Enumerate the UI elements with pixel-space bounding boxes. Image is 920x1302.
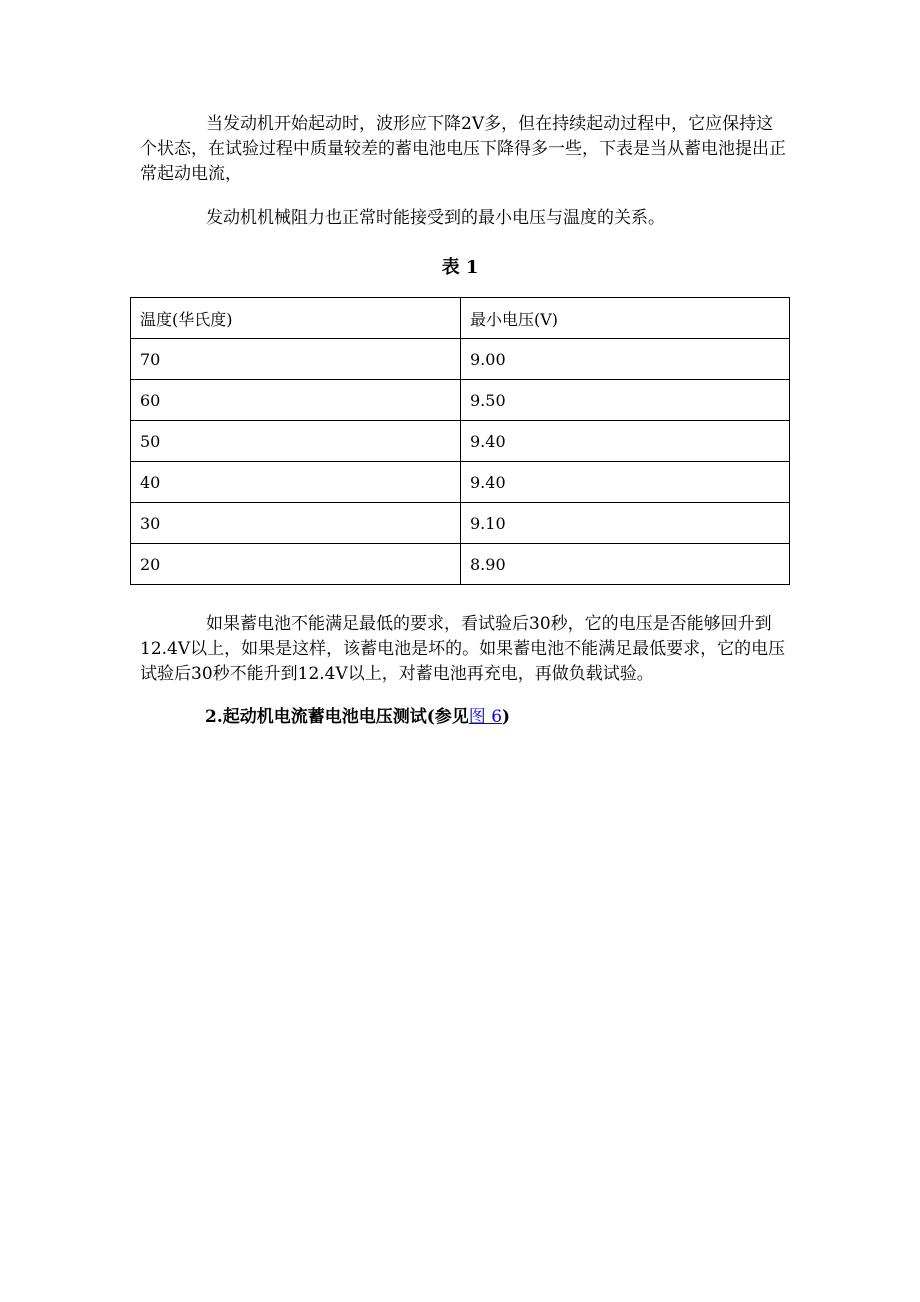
table-row	[131, 544, 790, 585]
temperature-cell: 60	[131, 380, 461, 421]
voltage-cell: 8.90	[461, 544, 790, 585]
table-row	[131, 380, 790, 421]
header-min-voltage: 最小电压(V)	[461, 298, 790, 339]
figure-6-link[interactable]: 图 6	[468, 707, 503, 727]
intro-paragraph: 当发动机开始起动时，波形应下降2V多，但在持续起动过程中，它应保持这个状态，在试验过程中质量较差的蓄电池电压下降得多一些，下表是当从蓄电池提出正常起动电流，	[140, 114, 786, 184]
temperature-cell: 20	[131, 544, 461, 585]
table-row	[131, 421, 790, 462]
temperature-cell: 50	[131, 421, 461, 462]
table-header-row	[131, 298, 790, 339]
table-row	[131, 462, 790, 503]
table-caption: 表 1	[441, 257, 479, 278]
voltage-cell: 9.40	[461, 421, 790, 462]
table-row	[131, 339, 790, 380]
header-temperature: 温度(华氏度)	[131, 298, 461, 339]
section-heading-text: 2.起动机电流蓄电池电压测试(参见	[205, 707, 469, 727]
voltage-cell: 9.10	[461, 503, 790, 544]
temperature-cell: 30	[131, 503, 461, 544]
temperature-cell: 40	[131, 462, 461, 503]
voltage-cell: 9.40	[461, 462, 790, 503]
section-heading-suffix: )	[502, 707, 511, 727]
temperature-cell: 70	[131, 339, 461, 380]
voltage-cell: 9.50	[461, 380, 790, 421]
section-heading	[205, 705, 855, 730]
voltage-temperature-table	[130, 297, 790, 585]
table-row	[131, 503, 790, 544]
voltage-cell: 9.00	[461, 339, 790, 380]
battery-test-paragraph: 如果蓄电池不能满足最低的要求，看试验后30秒，它的电压是否能够回升到12.4V以上，如果是这样，该蓄电池是坏的。如果蓄电池不能满足最低要求，它的电压试验后30秒不能升到12.4V以上，对蓄电池再充电，再做负载试验。	[140, 614, 786, 684]
relation-paragraph: 发动机机械阻力也正常时能接受到的最小电压与温度的关系。	[206, 208, 665, 228]
